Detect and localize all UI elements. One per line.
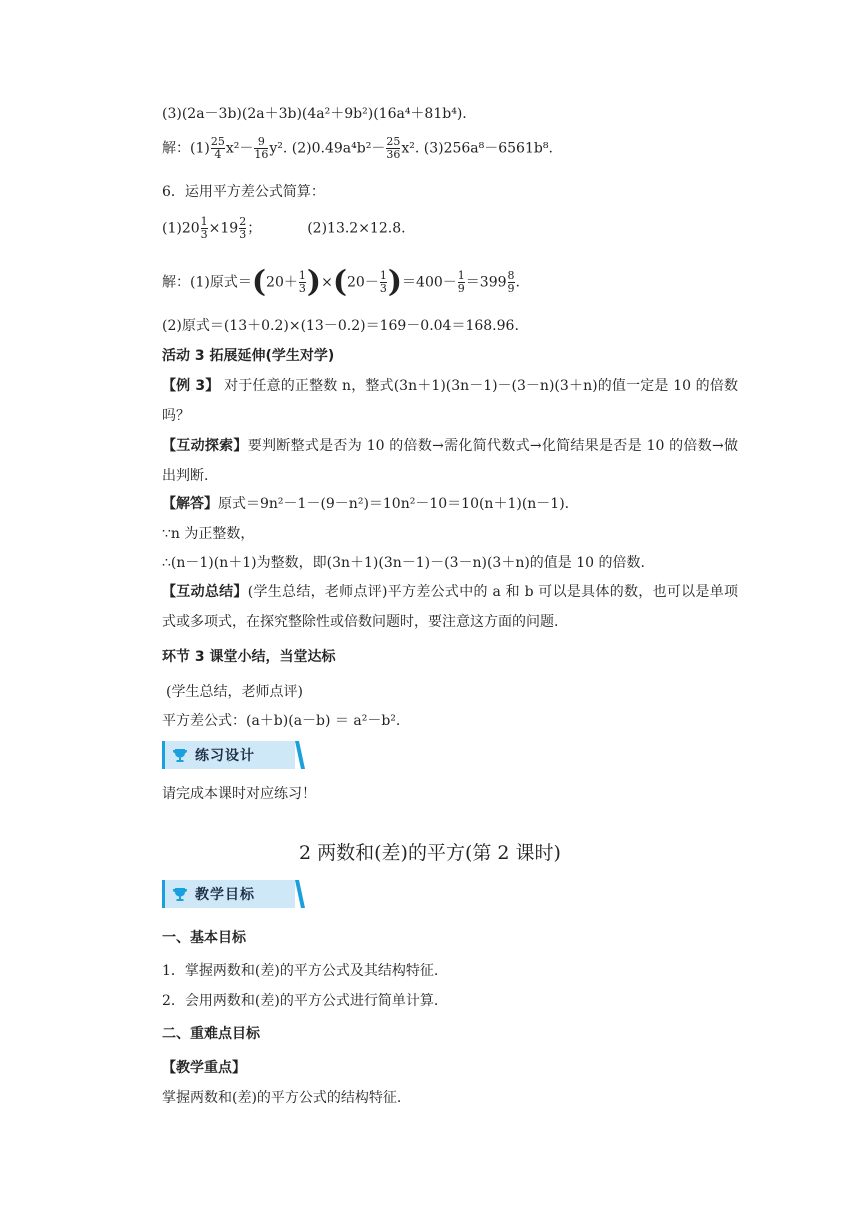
because-line: ∵n 为正整数， (162, 526, 255, 542)
text-segment: 20＋ (266, 274, 298, 291)
badge-stripe (295, 741, 305, 769)
right-paren: ) (387, 264, 403, 300)
right-paren: ) (306, 264, 322, 300)
left-paren: ( (332, 264, 348, 300)
text-segment: ×19 (208, 220, 239, 237)
teaching-focus-label: 【教学重点】 (162, 1060, 246, 1076)
trophy-icon (171, 885, 189, 903)
activity-3-heading: 活动 3 拓展延伸(学生对学) (162, 348, 335, 364)
fraction: $\frac{25}{4}$ (210, 135, 225, 161)
solution-line-6-2: (2)原式＝(13＋0.2)×(13－0.2)＝169－0.04＝168.96. (162, 318, 519, 334)
practice-design-badge (162, 741, 295, 769)
solution-line-5 (162, 136, 553, 161)
explore-text: 要判断整式是否为 10 的倍数→需化简代数式→化简结果是否是 10 的倍数→做出判断. (162, 438, 739, 484)
text-segment: ； (247, 220, 262, 237)
lesson-title: 2 两数和(差)的平方(第 2 课时) (299, 842, 561, 864)
explore-label: 【互动探索】 (162, 438, 248, 454)
teaching-focus-text: 掌握两数和(差)的平方公式的结构特征. (162, 1090, 402, 1106)
practice-instruction: 请完成本课时对应练习！ (162, 786, 316, 802)
summary-text: (学生总结，老师点评)平方差公式中的 a 和 b 可以是具体的数，也可以是单项式或多项式，在探究整除性或倍数问题时，要注意这方面的问题. (162, 584, 738, 630)
answer-line (162, 494, 569, 514)
badge-stripe (295, 880, 305, 908)
solution-line-6-1 (162, 264, 520, 300)
interactive-explore (162, 431, 738, 491)
fraction: $\frac{1}{3}$ (200, 215, 208, 241)
text-segment: × (321, 274, 333, 291)
section-3-heading: 环节 3 课堂小结，当堂达标 (162, 649, 336, 665)
fraction: $\frac{1}{3}$ (298, 269, 306, 295)
answer-label: 【解答】 (162, 496, 218, 512)
text-segment: . (515, 274, 520, 291)
fraction: $\frac{1}{9}$ (457, 269, 465, 295)
review-note: (学生总结，老师点评) (166, 684, 303, 700)
text-segment: x²－ (225, 140, 254, 157)
fraction: $\frac{2}{3}$ (239, 215, 247, 241)
text-segment: 20－ (347, 274, 379, 291)
example-3 (162, 371, 738, 431)
text-segment: 解：(1) (162, 140, 210, 157)
fraction: $\frac{9}{16}$ (254, 135, 269, 161)
basic-goal-heading: 一、基本目标 (162, 930, 246, 946)
goal-item-2: 2．会用两数和(差)的平方公式进行简单计算. (162, 993, 439, 1009)
teaching-goals-badge (162, 880, 295, 908)
interactive-summary (162, 577, 738, 637)
text-segment: (2)13.2×12.8. (307, 220, 406, 237)
text-segment: (1)20 (162, 220, 200, 237)
badge-label: 练习设计 (195, 748, 255, 764)
badge-label: 教学目标 (195, 887, 255, 903)
therefore-line: ∴(n－1)(n＋1)为整数，即(3n＋1)(3n－1)－(3－n)(3＋n)的值是 10 的倍数. (162, 555, 645, 571)
exercise-6-heading: 6．运用平方差公式简算： (162, 184, 325, 200)
fraction: $\frac{8}{9}$ (507, 269, 515, 295)
text-segment: ＝400－ (402, 274, 457, 291)
fraction: $\frac{25}{36}$ (386, 135, 401, 161)
fraction: $\frac{1}{3}$ (379, 269, 387, 295)
trophy-icon (171, 746, 189, 764)
text-segment: 解：(1)原式＝ (162, 274, 252, 291)
example-text: 对于任意的正整数 n，整式(3n＋1)(3n－1)－(3－n)(3＋n)的值一定是 10 的倍数吗？ (162, 378, 738, 424)
summary-label: 【互动总结】 (162, 584, 248, 600)
exercise-part3: (3)(2a－3b)(2a＋3b)(4a²＋9b²)(16a⁴＋81b⁴). (162, 106, 467, 122)
text-segment: ＝399 (465, 274, 507, 291)
answer-text: 原式＝9n²－1－(9－n²)＝10n²－10＝10(n＋1)(n－1). (218, 496, 570, 512)
exercise-6-problems (162, 216, 406, 241)
goal-item-1: 1．掌握两数和(差)的平方公式及其结构特征. (162, 963, 439, 979)
left-paren: ( (251, 264, 267, 300)
example-label: 【例 3】 (162, 378, 220, 394)
key-goal-heading: 二、重难点目标 (162, 1026, 260, 1042)
text-segment: y². (2)0.49a⁴b²－ (269, 140, 386, 157)
text-segment: x². (3)256a⁸－6561b⁸. (401, 140, 553, 157)
difference-of-squares-formula: 平方差公式：(a＋b)(a－b) ＝ a²－b². (162, 713, 401, 729)
